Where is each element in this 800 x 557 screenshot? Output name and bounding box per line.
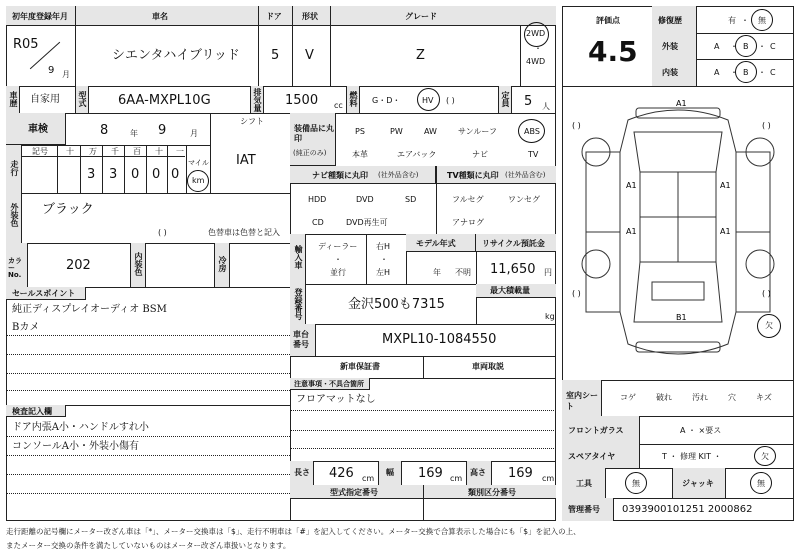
- exterior-label: 外装: [662, 42, 678, 51]
- class-label: 類別区分番号: [468, 488, 516, 497]
- equip-abs: ABS: [524, 127, 540, 136]
- inspection-label: 車検: [28, 124, 48, 135]
- exterior-c: C: [770, 42, 776, 51]
- mileage-digit-2: 3: [87, 167, 96, 182]
- equipment-sublabel: (純正のみ): [293, 149, 327, 157]
- seat-scratch: キズ: [756, 393, 772, 402]
- digit-header-1: 十: [66, 147, 74, 156]
- height-label: 高さ: [470, 468, 486, 477]
- fuel-options: G・D・: [372, 96, 401, 105]
- exterior-dot-1: ・: [730, 42, 738, 51]
- tools-value: 無: [632, 479, 640, 488]
- displacement-unit: cc: [334, 101, 343, 110]
- color-value: ブラック: [42, 202, 94, 217]
- recycle-value: 11,650: [490, 262, 536, 277]
- mileage-digit-3: 3: [109, 167, 118, 182]
- mileage-digit-6: 0: [171, 167, 180, 182]
- import-dot: ・: [334, 255, 342, 264]
- interior-b: B: [743, 68, 749, 77]
- exterior-a: A: [714, 42, 720, 51]
- inspector-line-2: コンソールA小・外装小傷有: [12, 441, 140, 452]
- interior-c: C: [770, 68, 776, 77]
- repair-label: 修復歴: [658, 16, 682, 25]
- km-label: km: [192, 176, 205, 185]
- warranty-new-car: 新車保証書: [340, 362, 380, 371]
- paren-br: ( ): [762, 289, 771, 298]
- width-value: 169: [418, 466, 443, 481]
- model-label: 型式: [78, 91, 87, 107]
- shift-label: シフト: [240, 117, 264, 126]
- capacity-value: 5: [524, 94, 533, 109]
- chassis-label: 車台番号: [293, 330, 309, 350]
- shape-value: V: [305, 48, 314, 63]
- equip-navi: ナビ: [472, 150, 488, 159]
- car-name-label: 車名: [152, 12, 168, 21]
- repair-dot: ・: [741, 16, 749, 25]
- length-unit: cm: [362, 474, 375, 483]
- length-value: 426: [329, 466, 354, 481]
- registration-value: 金沢500も7315: [348, 297, 445, 312]
- recycle-label: リサイクル預託金: [482, 239, 545, 248]
- notes-value: フロアマットなし: [296, 394, 376, 405]
- color-no-value: 202: [66, 258, 91, 273]
- inspection-year-unit: 年: [130, 129, 138, 138]
- repair-yes: 有: [728, 16, 736, 25]
- navi-label: ナビ種類に丸印: [312, 171, 368, 180]
- sales-point-line-2: Bカメ: [12, 322, 40, 333]
- grade-value: Z: [416, 48, 425, 63]
- car-damage-diagram: [566, 92, 790, 374]
- color-label: 外装色: [10, 203, 19, 227]
- sales-point-line-1: 純正ディスプレイオーディオ BSM: [12, 304, 167, 315]
- seat-hole: 穴: [728, 393, 736, 402]
- width-label: 幅: [386, 468, 394, 477]
- fuel-paren: ( ): [446, 96, 455, 105]
- displacement-label: 排気量: [253, 88, 262, 112]
- model-value: 6AA-MXPL10G: [118, 93, 211, 108]
- navi-sub: (社外品含む): [378, 171, 419, 179]
- paren-bl: ( ): [572, 289, 581, 298]
- recycle-yen: 円: [544, 268, 552, 277]
- mark-rear: B1: [676, 313, 687, 322]
- digit-header-5: 十: [155, 147, 163, 156]
- inspection-year: 8: [100, 123, 109, 138]
- jack-label: ジャッキ: [682, 479, 714, 488]
- usage-label: 車歴: [9, 91, 18, 107]
- navi-sd: SD: [405, 195, 417, 204]
- seat-stain: 汚れ: [692, 393, 708, 402]
- first-reg-era: R05: [13, 37, 39, 52]
- fuel-selected: HV: [422, 96, 434, 105]
- equip-ps: PS: [355, 127, 365, 136]
- max-load-kg: kg: [545, 312, 555, 321]
- equip-leather: 本革: [352, 150, 368, 159]
- height-value: 169: [508, 466, 533, 481]
- tv-sub: (社外品含む): [505, 171, 546, 179]
- displacement-value: 1500: [285, 93, 319, 108]
- navi-dvd-play: DVD再生可: [346, 218, 388, 227]
- repair-no: 無: [758, 16, 766, 25]
- digit-header-4: 百: [133, 147, 141, 156]
- drive-2wd: 2WD: [526, 29, 546, 38]
- tv-label: TV種類に丸印: [447, 171, 499, 180]
- interior-a: A: [714, 68, 720, 77]
- model-year-label: モデル年式: [416, 239, 456, 248]
- footer-line-1: 走行距離の記号欄にメーター改ざん車は「*」、メーター交換車は「$」、走行不明車は「#」を記入してください。メーター交換で合算表示した場合にも「$」を記入の上、: [6, 527, 581, 536]
- equipment-label: 装備品に丸印: [294, 124, 334, 144]
- usage-value: 自家用: [30, 94, 60, 105]
- mileage-label: 走行: [10, 160, 19, 176]
- first-reg-label: 初年度登録年月: [12, 12, 68, 21]
- color-no-label: カラーNo.: [8, 257, 22, 279]
- equip-tv: TV: [528, 150, 539, 159]
- import-rh: 右H: [376, 242, 391, 251]
- missing-mark: 欠: [765, 321, 773, 330]
- import-dealer: ディーラー: [318, 242, 358, 251]
- mark-right-rear: A1: [720, 227, 731, 236]
- mark-left-rear: A1: [626, 227, 637, 236]
- capacity-label: 定員: [501, 91, 510, 107]
- mark-left-front: A1: [626, 181, 637, 190]
- digit-header-6: 一: [176, 147, 184, 156]
- digit-header-3: 千: [111, 147, 119, 156]
- import-lh: 左H: [376, 268, 391, 277]
- digit-header-0: 記号: [32, 147, 48, 156]
- interior-dot-1: ・: [730, 68, 738, 77]
- max-load-label: 最大積載量: [490, 286, 530, 295]
- interior-dot-2: ・: [758, 68, 766, 77]
- mgmt-value: 0393900101251 2000862: [622, 504, 753, 515]
- mark-right-front: A1: [720, 181, 731, 190]
- first-reg-month: 9: [48, 65, 55, 76]
- equip-aw: AW: [424, 127, 437, 136]
- spare-options: T ・ 修理 KIT ・: [662, 452, 722, 461]
- seat-tear: 破れ: [656, 393, 672, 402]
- import-rl-dot: ・: [380, 255, 388, 264]
- grade-label: グレード: [405, 12, 437, 21]
- model-year-unknown: 不明: [455, 268, 471, 277]
- digit-header-2: 万: [89, 147, 97, 156]
- exterior-dot-2: ・: [758, 42, 766, 51]
- rating-value: 4.5: [588, 35, 638, 68]
- equip-pw: PW: [390, 127, 403, 136]
- height-unit: cm: [542, 474, 555, 483]
- type-label: 型式指定番号: [330, 488, 378, 497]
- footer-line-2: またメーター交換の条件を満たしていないものはメーター改ざん車扱いとなります。: [6, 541, 291, 550]
- interior-rate-label: 内装: [662, 68, 678, 77]
- car-name-value: シエンタハイブリッド: [112, 48, 240, 63]
- drive-4wd: 4WD: [526, 57, 546, 66]
- inspection-month: 9: [158, 123, 167, 138]
- seat-label: 室内シート: [566, 391, 598, 412]
- equip-airbag: エアバック: [397, 150, 437, 159]
- jack-value: 無: [757, 479, 765, 488]
- warranty-manual: 車両取説: [472, 362, 504, 371]
- seat-burn: コゲ: [620, 393, 636, 402]
- windshield-value: A ・ ×要ス: [680, 426, 722, 435]
- paren-tr: ( ): [762, 121, 771, 130]
- navi-cd: CD: [312, 218, 324, 227]
- navi-dvd: DVD: [356, 195, 374, 204]
- import-parallel: 並行: [330, 268, 346, 277]
- tv-fullseg: フルセグ: [452, 195, 484, 204]
- color-note-paren: ( ): [158, 228, 167, 237]
- first-reg-month-unit: 月: [62, 70, 70, 79]
- import-label: 輸入車: [294, 245, 303, 269]
- paren-tl: ( ): [572, 121, 581, 130]
- color-note: 色替車は色替と記入: [208, 228, 280, 237]
- length-label: 長さ: [294, 468, 310, 477]
- equip-sunroof: サンルーフ: [458, 127, 497, 136]
- capacity-unit: 人: [542, 102, 550, 111]
- drive-dot: ・: [534, 44, 542, 53]
- shift-value: IAT: [236, 153, 256, 168]
- mileage-digit-5: 0: [152, 167, 161, 182]
- tv-oneseg: ワンセグ: [508, 195, 540, 204]
- mark-front: A1: [676, 99, 687, 108]
- rating-label: 評価点: [596, 16, 620, 25]
- interior-color-label: 内装色: [134, 252, 143, 276]
- navi-hdd: HDD: [308, 195, 327, 204]
- ac-label: 冷房: [218, 256, 227, 272]
- windshield-label: フロントガラス: [568, 426, 624, 435]
- chassis-value: MXPL10-1084550: [382, 332, 497, 347]
- doors-value: 5: [271, 48, 280, 63]
- inspector-line-1: ドア内張A小・ハンドルすれ小: [12, 422, 149, 433]
- fuel-label: 燃料: [349, 91, 358, 107]
- mileage-digit-4: 0: [131, 167, 140, 182]
- shape-label: 形状: [302, 12, 318, 21]
- tools-label: 工具: [576, 479, 592, 488]
- spare-value: 欠: [761, 452, 769, 461]
- width-unit: cm: [450, 474, 463, 483]
- model-year-unit: 年: [433, 268, 441, 277]
- spare-label: スペアタイヤ: [568, 452, 616, 461]
- tv-analog: アナログ: [452, 218, 484, 227]
- mgmt-label: 管理番号: [568, 505, 600, 514]
- sales-point-label: セールスポイント: [12, 289, 76, 298]
- registration-label: 登録番号: [294, 288, 303, 320]
- inspector-label: 検査記入欄: [12, 407, 52, 416]
- mile-label: マイル: [188, 159, 209, 167]
- inspection-month-unit: 月: [190, 129, 198, 138]
- exterior-b: B: [743, 42, 749, 51]
- notes-label: 注意事項・不具合箇所: [294, 380, 364, 388]
- door-label: ドア: [266, 12, 282, 21]
